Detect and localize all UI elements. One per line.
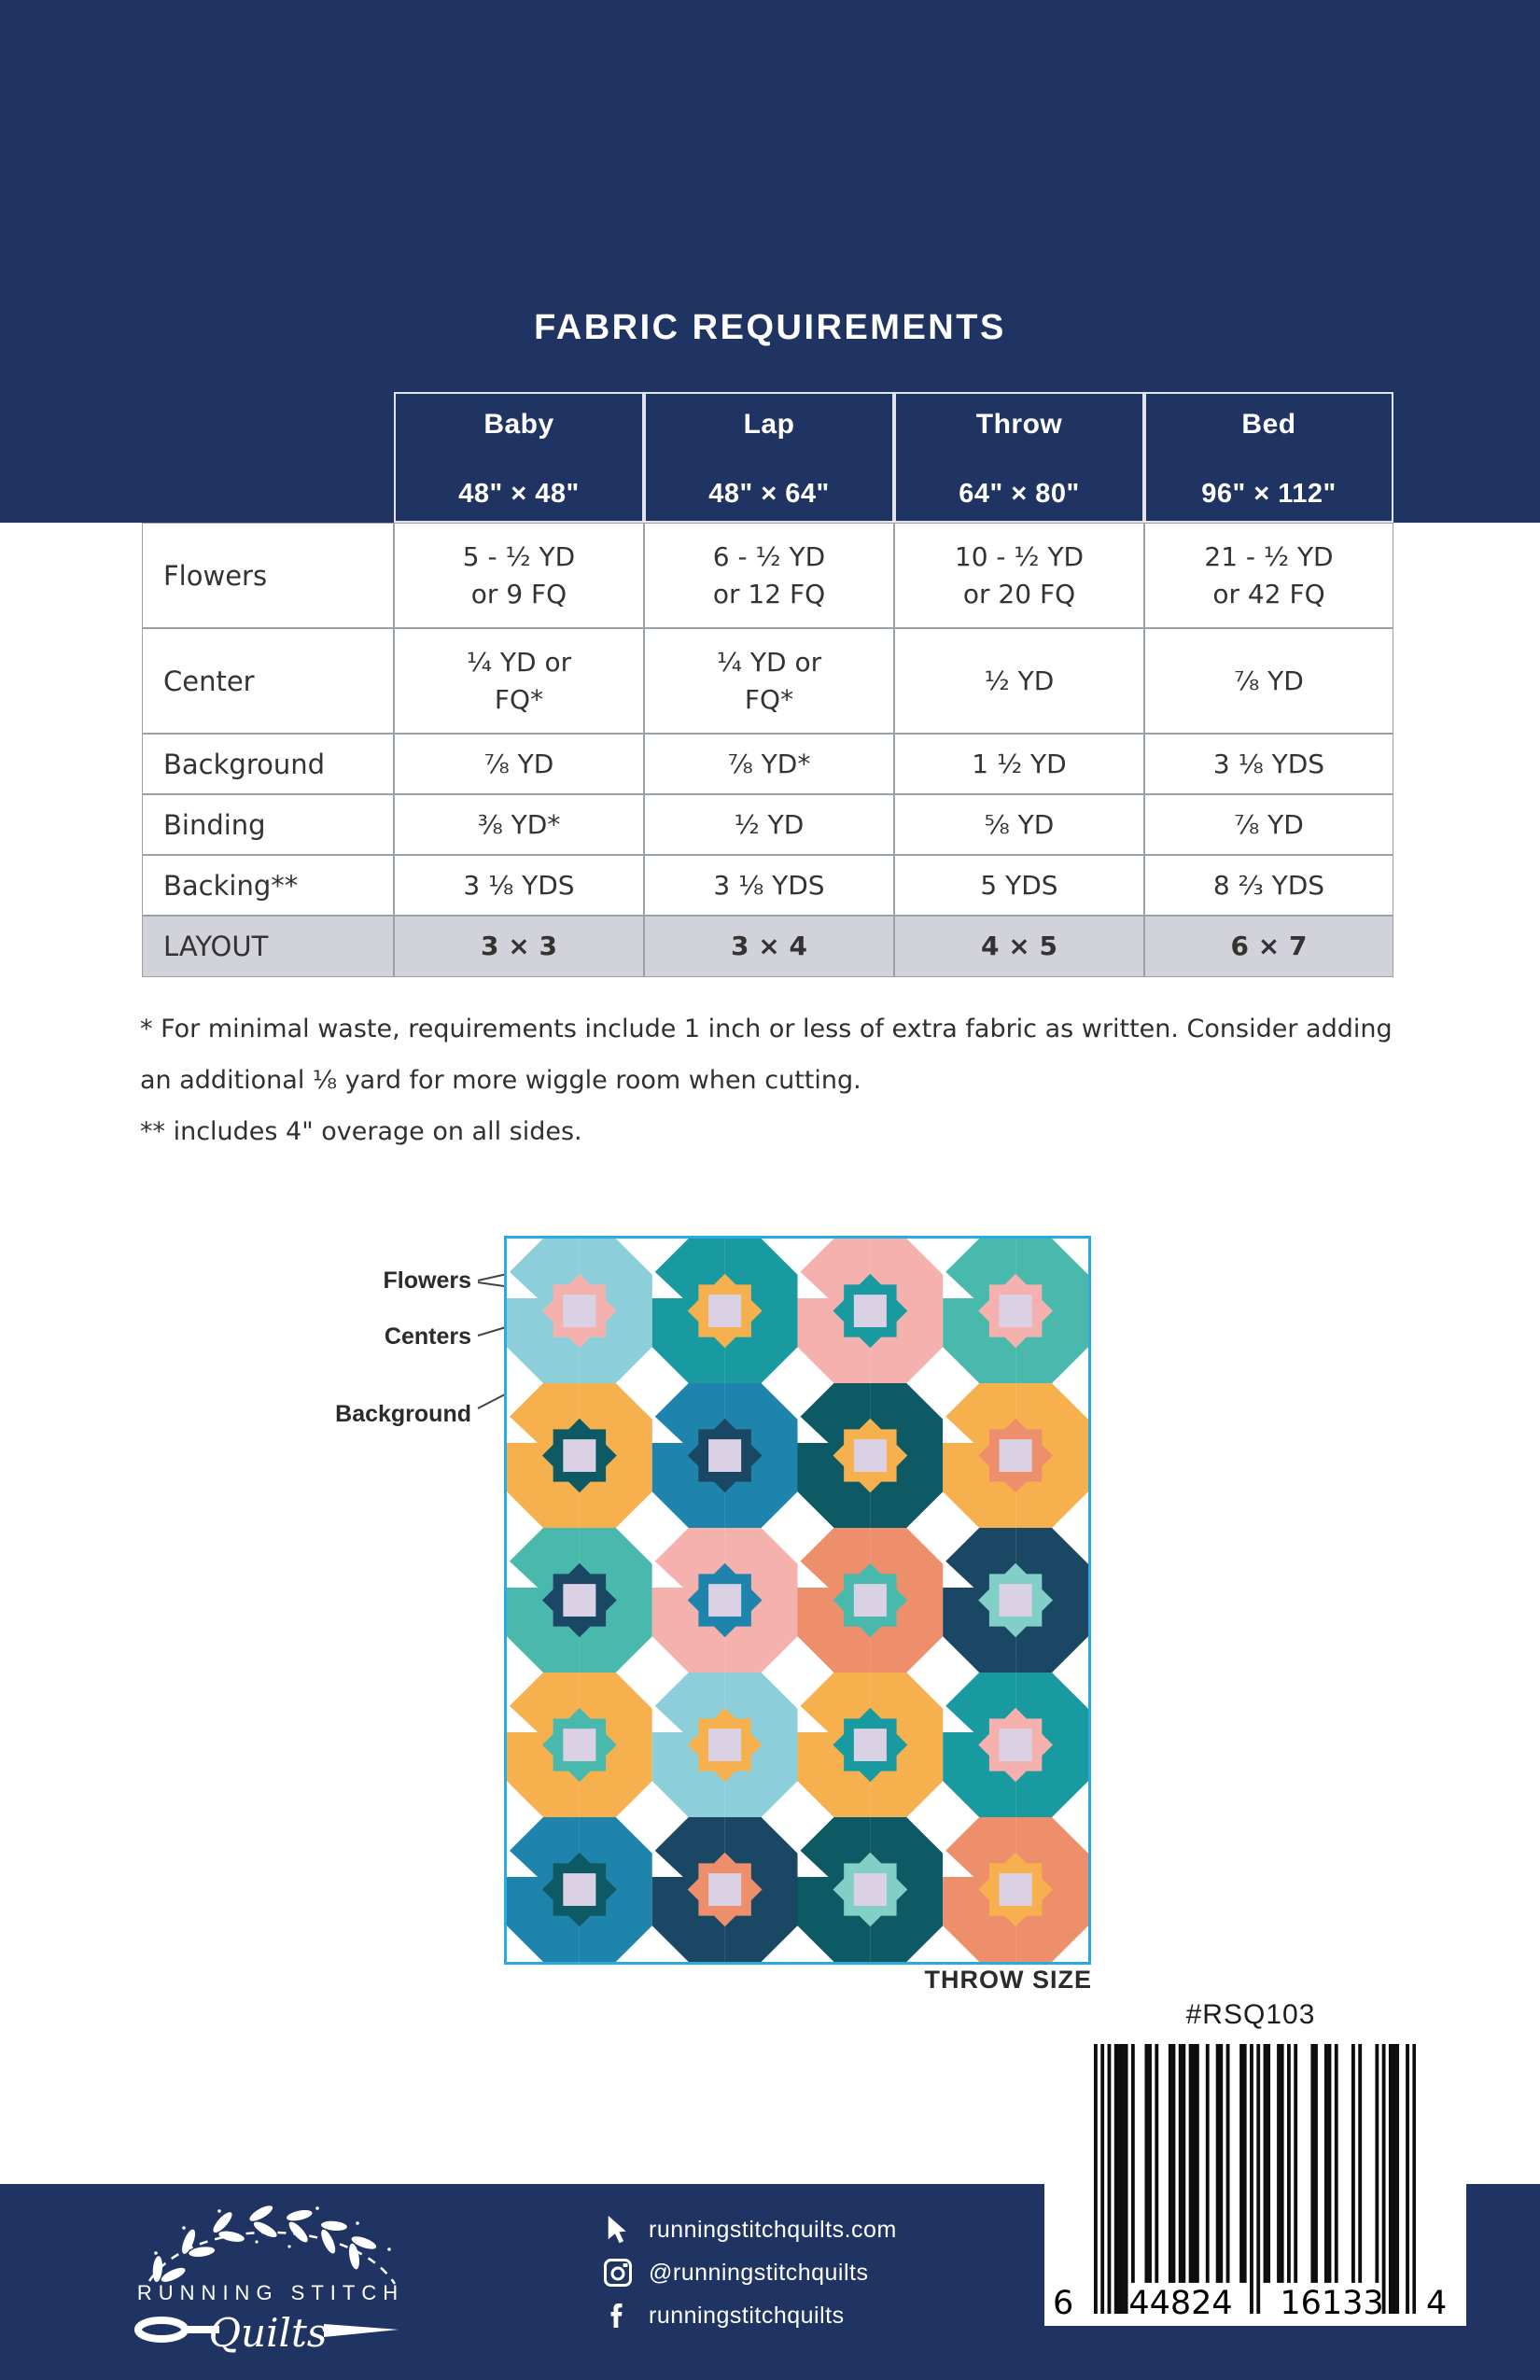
table-row-label: Binding <box>142 794 394 855</box>
cell-line: ¼ YD or <box>466 646 572 678</box>
table-row-label: Backing** <box>142 855 394 916</box>
cell-line: 21 - ½ YD <box>1204 540 1334 572</box>
table-cell <box>644 734 894 794</box>
table-cell <box>894 523 1144 628</box>
table-cell <box>394 794 644 855</box>
table-size-header <box>644 392 894 523</box>
social-link-facebook[interactable] <box>602 2294 897 2337</box>
table-cell <box>1144 734 1393 794</box>
size-dimensions: 96" × 112" <box>1201 479 1337 509</box>
cell-line: 5 - ½ YD <box>462 540 576 572</box>
table-cell <box>1144 794 1393 855</box>
size-dimensions: 48" × 48" <box>458 479 580 509</box>
cell-line: or 20 FQ <box>962 578 1076 609</box>
cell-line: ½ YD <box>984 665 1055 696</box>
cell-line: ⅞ YD* <box>727 748 811 779</box>
table-cell <box>394 628 644 734</box>
cell-line: 3 ⅛ YDS <box>1212 748 1325 779</box>
table-row-label: Center <box>142 628 394 734</box>
size-name: Lap <box>743 409 795 440</box>
brand-script: Quilts <box>208 2310 328 2356</box>
size-dimensions: 64" × 80" <box>959 479 1080 509</box>
cell-line: ½ YD <box>734 808 805 840</box>
quilt-blocks-svg <box>507 1239 1088 1962</box>
table-cell <box>1144 916 1393 977</box>
barcode <box>1094 2044 1416 2314</box>
table-size-header <box>394 392 644 523</box>
fabric-requirements-table <box>142 392 1393 977</box>
cell-line: 10 - ½ YD <box>954 540 1085 572</box>
size-dimensions: 48" × 64" <box>708 479 830 509</box>
cell-line: ⅞ YD <box>1234 665 1304 696</box>
social-link-instagram[interactable] <box>602 2251 897 2294</box>
barcode-digit-left: 6 <box>1053 2285 1074 2322</box>
table-cell <box>1144 628 1393 734</box>
size-name: Throw <box>975 409 1063 440</box>
cell-line: 3 ⅛ YDS <box>463 869 575 901</box>
footnotes <box>140 1003 1414 1157</box>
table-cell <box>894 734 1144 794</box>
quilt-caption: THROW SIZE <box>924 1966 1092 1994</box>
quilt-label-flowers: Flowers <box>383 1267 471 1294</box>
table-cell <box>394 523 644 628</box>
cell-line: or 12 FQ <box>712 578 826 609</box>
cell-line: ⅞ YD <box>483 748 554 779</box>
social-links <box>602 2208 897 2337</box>
barcode-digit-right: 4 <box>1426 2285 1448 2322</box>
quilt-diagram <box>504 1236 1091 1965</box>
footnote-double-asterisk: ** includes 4" overage on all sides. <box>140 1117 582 1146</box>
table-cell <box>894 628 1144 734</box>
table-cell <box>894 855 1144 916</box>
cell-line: 8 ⅔ YDS <box>1212 869 1325 901</box>
table-cell <box>1144 523 1393 628</box>
social-link-text: @runningstitchquilts <box>649 2259 869 2286</box>
table-cell <box>644 916 894 977</box>
cell-line: 3 ⅛ YDS <box>713 869 825 901</box>
cell-line: ⅜ YD* <box>477 808 561 840</box>
table-cell <box>644 523 894 628</box>
social-link-text: runningstitchquilts <box>649 2302 845 2329</box>
pattern-number: #RSQ103 <box>1185 1999 1316 2030</box>
table-row-label: Background <box>142 734 394 794</box>
table-size-header <box>1144 392 1393 523</box>
cell-line: 3 × 4 <box>731 931 807 961</box>
table-cell <box>644 628 894 734</box>
table-cell <box>1144 855 1393 916</box>
instagram-icon <box>602 2259 634 2287</box>
cell-line: or 9 FQ <box>470 578 567 609</box>
cell-line: ⅝ YD <box>984 808 1055 840</box>
table-cell <box>394 916 644 977</box>
cell-line: or 42 FQ <box>1212 578 1325 609</box>
table-size-header <box>894 392 1144 523</box>
cell-line: FQ* <box>744 683 794 715</box>
cell-line: 4 × 5 <box>981 931 1057 961</box>
table-corner-cell <box>142 392 394 523</box>
table-cell <box>644 855 894 916</box>
barcode-group-2: 16133 <box>1280 2285 1384 2322</box>
footnote-asterisk: * For minimal waste, requirements include 1 inch or less of extra fabric as written. Consider adding an additional ⅛ yard for more wiggle room when cutting. <box>140 1015 1393 1095</box>
facebook-icon <box>602 2302 634 2330</box>
cell-line: 5 YDS <box>980 869 1058 901</box>
cell-line: ¼ YD or <box>716 646 822 678</box>
cell-line: ⅞ YD <box>1234 808 1304 840</box>
table-cell <box>894 794 1144 855</box>
brand-name: RUNNING STITCH <box>136 2281 405 2304</box>
table-cell <box>394 855 644 916</box>
brand-logo <box>126 2195 415 2368</box>
table-cell <box>394 734 644 794</box>
cell-line: FQ* <box>494 683 544 715</box>
table-cell <box>644 794 894 855</box>
cursor-icon <box>602 2216 634 2244</box>
quilt-label-background: Background <box>335 1401 471 1427</box>
cell-line: 6 - ½ YD <box>712 540 826 572</box>
size-name: Baby <box>483 409 554 440</box>
cell-line: 6 × 7 <box>1230 931 1308 961</box>
social-link-text: runningstitchquilts.com <box>649 2216 897 2243</box>
barcode-group-1: 44824 <box>1128 2285 1233 2322</box>
quilt-label-centers: Centers <box>384 1323 471 1350</box>
page-title: FABRIC REQUIREMENTS <box>534 308 1006 347</box>
table-row-label: LAYOUT <box>142 916 394 977</box>
cell-line: 3 × 3 <box>481 931 557 961</box>
table-cell <box>894 916 1144 977</box>
table-row-label: Flowers <box>142 523 394 628</box>
size-name: Bed <box>1241 409 1296 440</box>
social-link-cursor[interactable] <box>602 2208 897 2251</box>
cell-line: 1 ½ YD <box>972 748 1067 779</box>
